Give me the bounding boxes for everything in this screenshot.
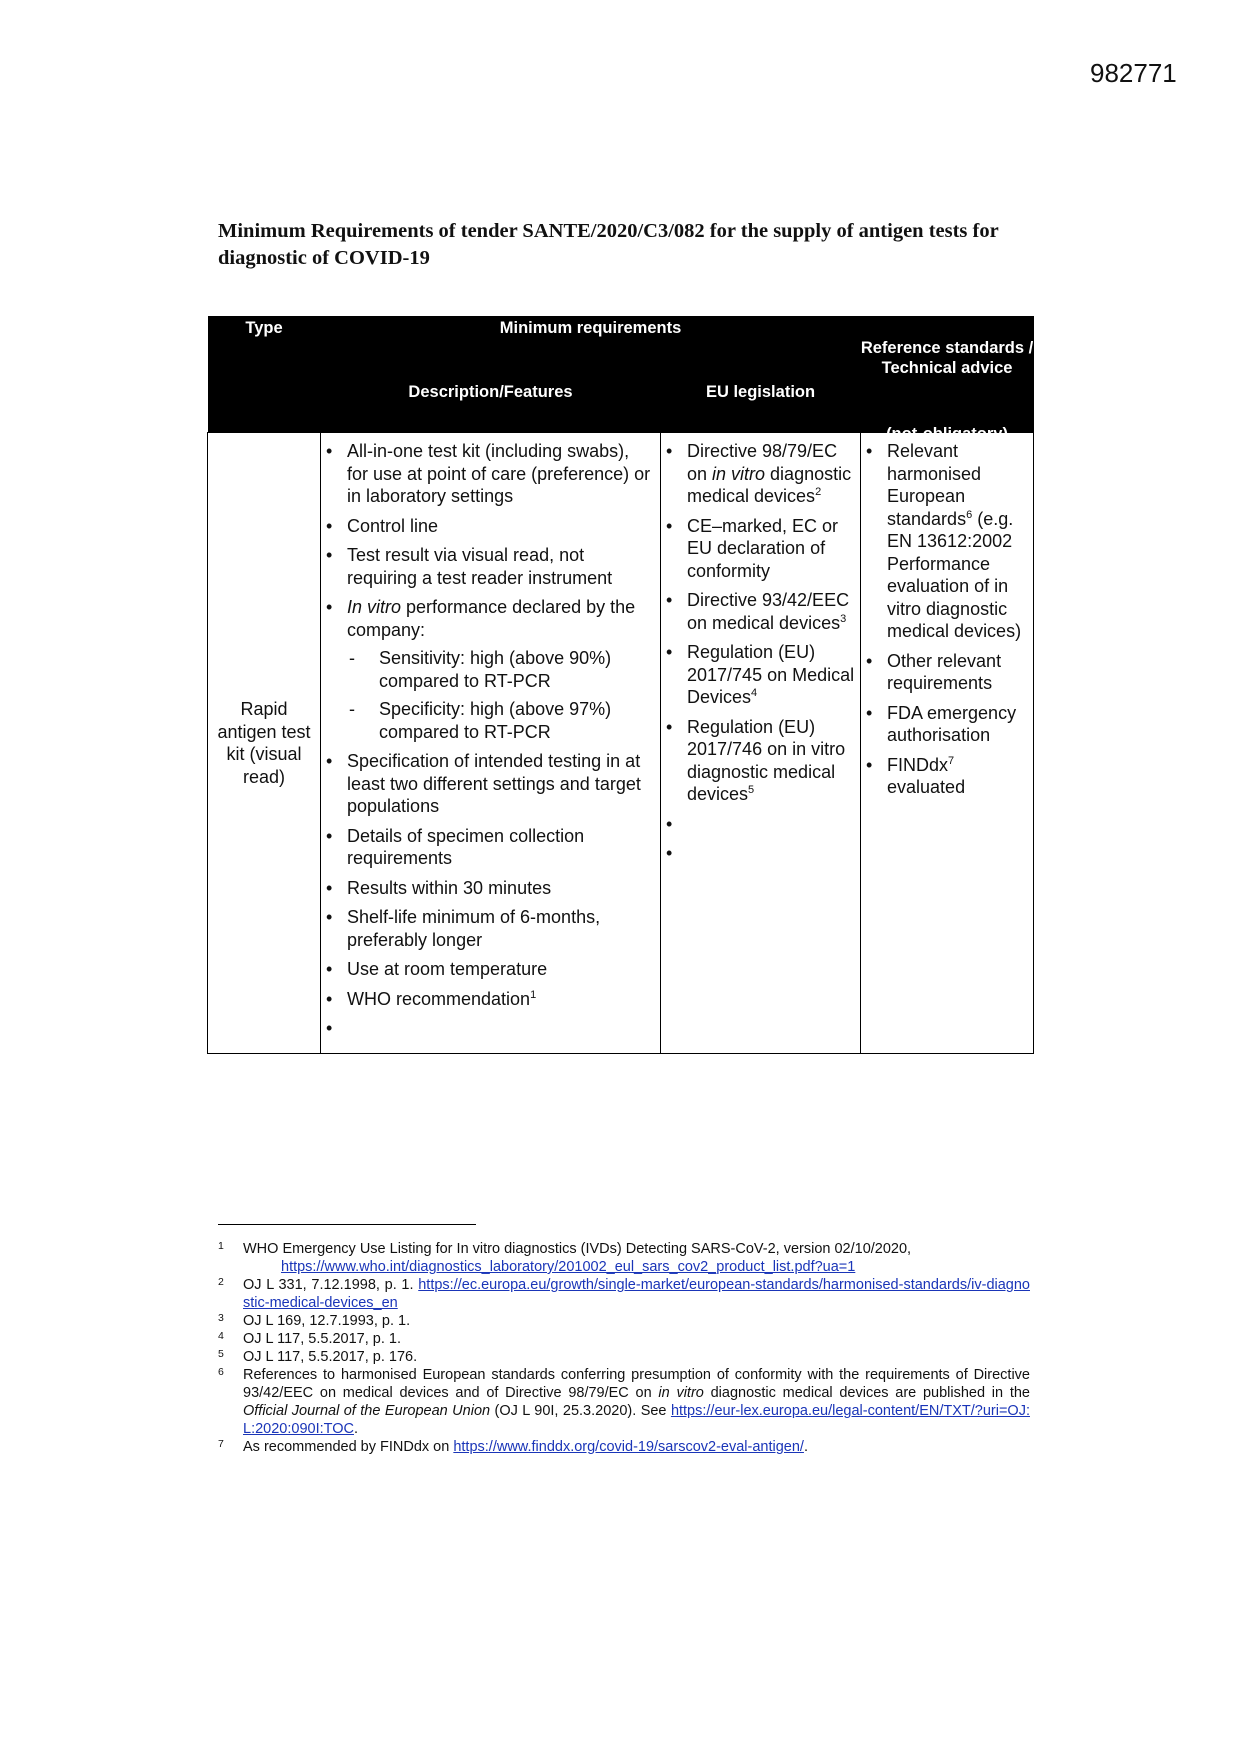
- list-item-text: WHO recommendation: [347, 988, 531, 1009]
- footnote-ref: 6: [966, 508, 973, 521]
- eu-legislation-cell: [661, 433, 861, 1054]
- list-item-text: diagnostic medical devices: [687, 463, 852, 506]
- footnote-3: [218, 1312, 1030, 1330]
- header-type: Type: [245, 319, 283, 337]
- footnote-text: OJ L 117, 5.5.2017, p. 1.: [243, 1331, 401, 1347]
- footnote-divider: [218, 1224, 476, 1225]
- list-item-text: Directive 93/42/EEC on medical devices: [687, 590, 850, 633]
- footnote-number: 1: [218, 1240, 224, 1252]
- footnote-text: .: [803, 1439, 808, 1455]
- list-item: [862, 440, 1028, 643]
- footnote-text: OJ L 117, 5.5.2017, p. 176.: [243, 1349, 418, 1365]
- list-item: [322, 596, 655, 743]
- page-title: Minimum Requirements of tender SANTE/2020/C3/082 for the supply of antigen tests for diagnostic of COVID-19: [218, 220, 999, 269]
- sub-list-item: - Specificity: high (above 97%) compared to RT-PCR: [347, 698, 655, 743]
- list-item: [862, 754, 1028, 799]
- list-item-text: performance declared by the company:: [347, 597, 636, 640]
- sub-list-item: - Sensitivity: high (above 90%) compared to RT-PCR: [347, 647, 655, 692]
- list-item: • Specification of intended testing in at least two different settings and target populations: [322, 750, 655, 818]
- list-item-text: Regulation (EU) 2017/745 on Medical Devices: [687, 642, 855, 707]
- italic-text: in vitro: [712, 463, 766, 484]
- footnote-text: .: [353, 1421, 359, 1437]
- footnote-number: 7: [218, 1438, 224, 1450]
- list-item-text: (e.g. EN 13612:2002 Performance evaluation of in vitro diagnostic medical devices): [887, 508, 1022, 641]
- footnote-ref: 5: [748, 784, 755, 796]
- italic-text: In vitro: [347, 597, 402, 617]
- header-description: Description/Features: [408, 383, 573, 401]
- list-item: [662, 716, 855, 806]
- list-item: [662, 641, 855, 709]
- footnote-link[interactable]: https://www.who.int/diagnostics_laboratory/201002_eul_sars_cov2_product_list.pdf?ua=1: [281, 1259, 856, 1275]
- requirements-table: [207, 316, 1034, 1054]
- footnote-ref: 2: [815, 486, 822, 498]
- footnote-5: [218, 1348, 1030, 1366]
- footnote-2: [218, 1276, 1030, 1312]
- list-item: • Test result via visual read, not requiring a test reader instrument: [322, 544, 655, 589]
- list-item: • All-in-one test kit (including swabs), for use at point of care (preference) or in laboratory settings: [322, 440, 655, 508]
- footnote-4: [218, 1330, 1030, 1348]
- footnote-ref: 3: [840, 612, 847, 625]
- type-cell: Rapid antigen test kit (visual read): [208, 433, 321, 1054]
- footnote-text: As recommended by FINDdx on: [243, 1439, 454, 1455]
- header-reference-note: (not-obligatory): [886, 425, 1008, 443]
- list-item-text: FINDdx: [887, 754, 949, 775]
- empty-list-item: [322, 1017, 655, 1039]
- list-item: • Other relevant requirements: [862, 650, 1028, 695]
- list-item-text: Directive 98/79/EC on: [687, 441, 838, 484]
- list-item: • Shelf-life minimum of 6-months, preferably longer: [322, 906, 655, 951]
- list-item-text: Regulation (EU) 2017/746 on in vitro diagnostic medical devices: [687, 716, 846, 804]
- footnote-number: 4: [218, 1330, 224, 1342]
- header-minimum-requirements: Minimum requirements: [499, 319, 682, 337]
- list-item: [322, 988, 655, 1011]
- footnote-ref: 7: [948, 754, 955, 767]
- footnote-1: [218, 1240, 1030, 1276]
- footnote-number: 3: [218, 1312, 224, 1324]
- list-item: • Details of specimen collection requirements: [322, 825, 655, 870]
- footnote-text: References to harmonised European standards conferring presumption of conformity with the requirements of Directive 93/42/EEC on medical devices and of Directive 98/79/EC on: [243, 1367, 1030, 1401]
- reference-list: [862, 434, 1032, 812]
- header-eu-legislation: EU legislation: [705, 383, 816, 401]
- document-id: 982771: [1090, 58, 1177, 88]
- footnote-6: [218, 1366, 1030, 1438]
- table-row: [208, 433, 1034, 1054]
- footnote-text: diagnostic medical devices are published in the: [703, 1385, 1030, 1401]
- header-reference-cell: [860, 316, 1034, 443]
- footnote-text: WHO Emergency Use Listing for In vitro diagnostics (IVDs) Detecting SARS-CoV-2, version 02/10/2020,: [243, 1241, 912, 1257]
- footnote-number: 5: [218, 1348, 224, 1360]
- list-item: • Control line: [322, 515, 655, 538]
- header-reference: Reference standards / Technical advice: [860, 339, 1034, 377]
- list-item: • Use at room temperature: [322, 958, 655, 981]
- footnotes: [218, 1240, 1030, 1456]
- footnote-ref: 1: [530, 988, 537, 1001]
- footnote-number: 6: [218, 1366, 224, 1378]
- footnote-number: 2: [218, 1276, 224, 1288]
- list-item-text: evaluated: [887, 777, 966, 797]
- description-cell: [321, 433, 661, 1054]
- footnote-link[interactable]: https://www.finddx.org/covid-19/sarscov2-eval-antigen/: [453, 1439, 804, 1455]
- sub-list: [347, 647, 655, 743]
- reference-cell: [861, 433, 1034, 1054]
- footnote-link[interactable]: https://ec.europa.eu/growth/single-market/european-standards/harmonised-standards/iv-diagnostic-medical-devices_en: [243, 1277, 1030, 1311]
- italic-text: Official Journal of the European Union: [243, 1403, 491, 1419]
- list-item: [662, 589, 855, 634]
- empty-list-item: [662, 813, 855, 835]
- header-description-cell: [321, 338, 661, 433]
- footnote-link[interactable]: https://eur-lex.europa.eu/legal-content/EN/TXT/?uri=OJ:L:2020:090I:TOC: [243, 1403, 1030, 1437]
- footnote-text: OJ L 169, 12.7.1993, p. 1.: [243, 1313, 411, 1329]
- header-eu-cell: [661, 338, 861, 433]
- footnote-text: OJ L 331, 7.12.1998, p. 1.: [243, 1277, 419, 1293]
- list-item: • FDA emergency authorisation: [862, 702, 1028, 747]
- empty-list-item: [662, 842, 855, 864]
- italic-text: in vitro: [658, 1385, 704, 1401]
- list-item-text: Relevant harmonised European standards: [887, 441, 982, 529]
- table-header-row: [208, 316, 1034, 338]
- list-item: • CE–marked, EC or EU declaration of conformity: [662, 515, 855, 583]
- list-item: [662, 440, 855, 508]
- description-list: [322, 434, 659, 1052]
- footnote-7: [218, 1438, 1030, 1456]
- footnote-text: (OJ L 90I, 25.3.2020). See: [490, 1403, 671, 1419]
- footnote-ref: 4: [751, 687, 758, 699]
- eu-list: [662, 434, 859, 877]
- list-item: • Results within 30 minutes: [322, 877, 655, 900]
